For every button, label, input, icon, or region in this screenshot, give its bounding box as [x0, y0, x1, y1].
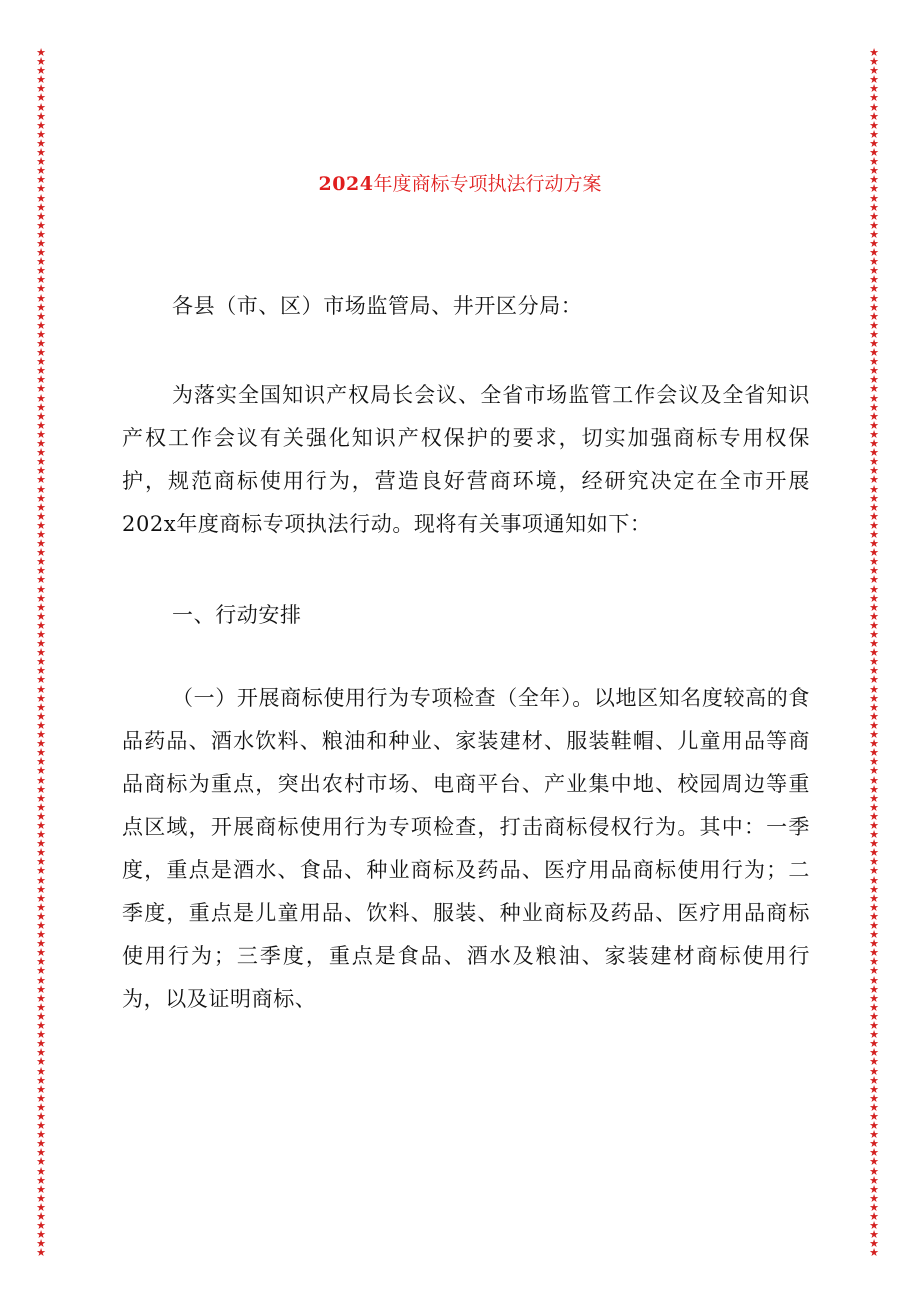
left-star-border: ★ ★ ★ ★ ★ ★ ★ ★ ★ ★ ★ ★ ★ ★ ★ ★ ★ ★ ★ ★ ★ ★ ★ ★ ★ ★ ★ ★ ★ ★ ★ ★ ★ ★ ★ ★ ★ ★ ★ ★ ★ ★ ★ ★ ★ ★ ★ ★ ★ ★ ★ ★ ★ ★ ★ ★ ★ ★ ★ ★ ★ ★ ★ ★ ★ ★ ★ ★ ★ ★ ★ ★ ★ ★ ★ ★ ★ ★ ★ ★ ★ ★ ★ ★ ★ ★ ★ ★ ★ ★ ★ ★ ★ ★ ★ ★ ★ ★ ★ ★ ★ ★ ★ ★ ★ ★ ★ ★ ★ ★ ★ ★ ★ ★ ★ ★ ★ ★ ★ ★ ★ ★ ★ ★ ★ ★ ★ ★ ★ ★ ★ ★ ★	[36, 46, 46, 1260]
intro-paragraph: 为落实全国知识产权局长会议、全省市场监管工作会议及全省知识产权工作会议有关强化知识产权保护的要求，切实加强商标专用权保护，规范商标使用行为，营造良好营商环境，经研究决定在全市开展202x年度商标专项执法行动。现将有关事项通知如下：	[122, 383, 810, 536]
title-year: 2024	[318, 173, 374, 195]
document-title	[0, 170, 920, 198]
salutation: 各县（市、区）市场监管局、井开区分局：	[172, 294, 583, 318]
right-star-border: ★ ★ ★ ★ ★ ★ ★ ★ ★ ★ ★ ★ ★ ★ ★ ★ ★ ★ ★ ★ ★ ★ ★ ★ ★ ★ ★ ★ ★ ★ ★ ★ ★ ★ ★ ★ ★ ★ ★ ★ ★ ★ ★ ★ ★ ★ ★ ★ ★ ★ ★ ★ ★ ★ ★ ★ ★ ★ ★ ★ ★ ★ ★ ★ ★ ★ ★ ★ ★ ★ ★ ★ ★ ★ ★ ★ ★ ★ ★ ★ ★ ★ ★ ★ ★ ★ ★ ★ ★ ★ ★ ★ ★ ★ ★ ★ ★ ★ ★ ★ ★ ★ ★ ★ ★ ★ ★ ★ ★ ★ ★ ★ ★ ★ ★ ★ ★ ★ ★ ★ ★ ★ ★ ★ ★ ★ ★ ★ ★ ★ ★ ★ ★	[869, 46, 879, 1260]
section-heading-action-plan: 一、行动安排	[172, 603, 302, 627]
title-text: 年度商标专项执法行动方案	[373, 173, 602, 195]
sub-item-trademark-inspection: （一）开展商标使用行为专项检查（全年）。以地区知名度较高的食品药品、酒水饮料、粮油和种业、家装建材、服装鞋帽、儿童用品等商品商标为重点，突出农村市场、电商平台、产业集中地、校园周边等重点区域，开展商标使用行为专项检查，打击商标侵权行为。其中：一季度，重点是酒水、食品、种业商标及药品、医疗用品商标使用行为；二季度，重点是儿童用品、饮料、服装、种业商标及药品、医疗用品商标使用行为；三季度，重点是食品、酒水及粮油、家装建材商标使用行为，以及证明商标、	[122, 686, 810, 1011]
